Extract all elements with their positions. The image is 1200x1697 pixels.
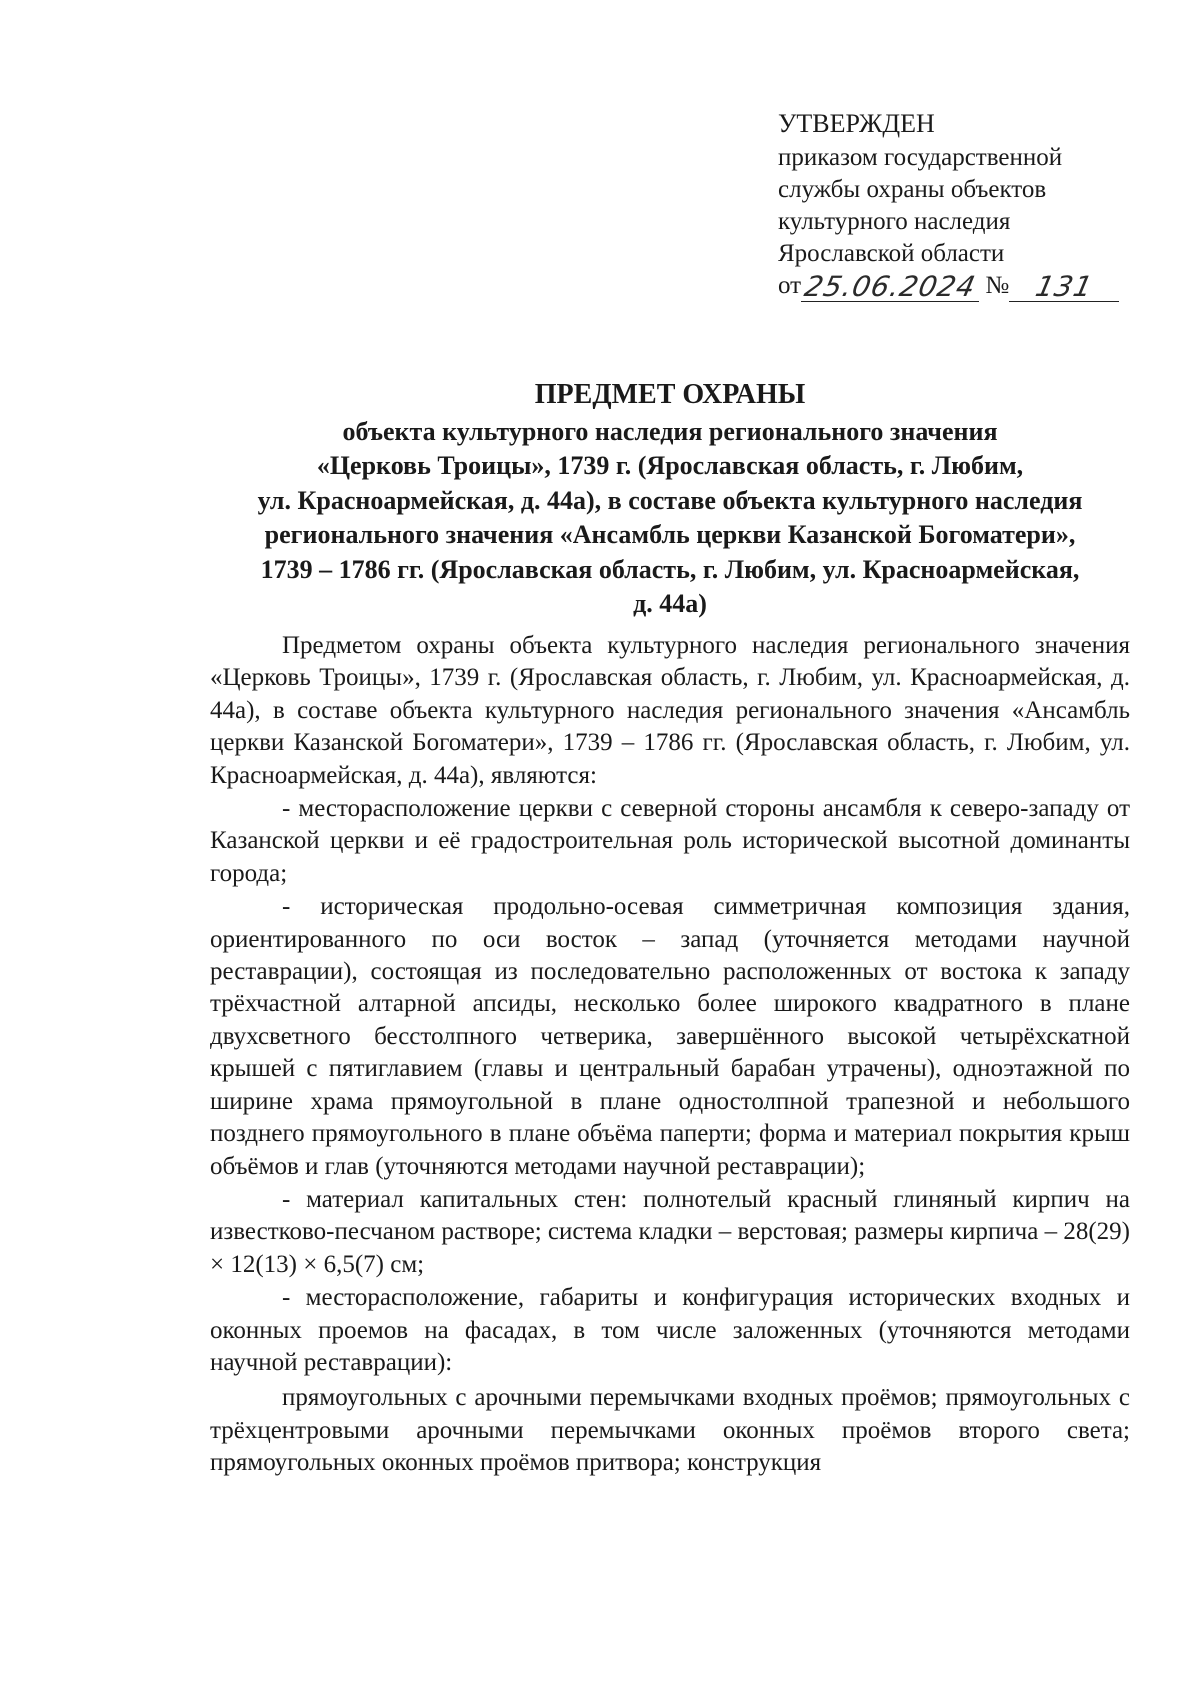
title-line: «Церковь Троицы», 1739 г. (Ярославская область, г. Любим, — [316, 451, 1024, 480]
title-line: регионального значения «Ансамбль церкви Казанской Богоматери», — [264, 520, 1076, 549]
approval-line: культурного наследия — [778, 208, 1011, 235]
document-body — [210, 630, 1130, 1480]
protection-item: - материал капитальных стен: полнотелый красный глиняный кирпич на известково-песчаном растворе; система кладки – верстовая; размеры кирпича – 28(29) × 12(13) × 6,5(7) см; — [210, 1185, 1130, 1278]
date-prefix: от — [778, 272, 802, 299]
approval-line: службы охраны объектов — [778, 176, 1047, 203]
date-field — [801, 271, 979, 302]
protection-item: - месторасположение церкви с северной стороны ансамбля к северо-западу от Казанской церкви и её градостроительная роль исторической высотной доминанты города; — [210, 795, 1130, 887]
title-line: д. 44а) — [633, 589, 707, 618]
title-line: 1739 – 1786 гг. (Ярославская область, г. Любим, ул. Красноармейская, — [260, 554, 1080, 584]
title-line: объекта культурного наследия регионального значения — [342, 416, 998, 446]
openings-paragraph: прямоугольных с арочными перемычками входных проёмов; прямоугольных с трёхцентровыми арочными перемычками оконных проёмов второго света; прямоугольных оконных проёмов притвора; конструкция — [210, 1384, 1130, 1477]
number-prefix: № — [985, 272, 1010, 299]
approval-heading: УТВЕРЖДЕН — [778, 109, 935, 138]
document-title — [210, 378, 1130, 622]
protection-item: - месторасположение, габариты и конфигурация исторических входных и оконных проемов на фасадах, в том числе заложенных (уточняются методами научной реставрации): — [210, 1284, 1130, 1376]
approval-date-row — [778, 270, 1158, 306]
handwritten-number: 131 — [1032, 270, 1097, 303]
number-field — [1009, 271, 1119, 302]
handwritten-date: 25.06.2024 — [801, 270, 979, 303]
title-line: ул. Красноармейская, д. 44а), в составе объекта культурного наследия — [257, 485, 1083, 515]
intro-paragraph: Предметом охраны объекта культурного наследия регионального значения «Церковь Троицы», 1739 г. (Ярославская область, г. Любим, ул. Красноармейская, д. 44а), в составе объекта культурного наследия регионального значения «Ансамбль церкви Казанской Богоматери», 1739 – 1786 гг. (Ярославская область, г. Любим, ул. Красноармейская, д. 44а), являются: — [210, 632, 1130, 789]
approval-line: Ярославской области — [778, 240, 1005, 267]
title-main: ПРЕДМЕТ ОХРАНЫ — [534, 379, 806, 410]
approval-line: приказом государственной — [778, 144, 1063, 171]
protection-item: - историческая продольно-осевая симметричная композиция здания, ориентированного по оси восток – запад (уточняется методами научной реставрации), состоящая из последовательно расположенных от востока к западу трёхчастной алтарной апсиды, несколько более широкого квадратного в плане двухсветного бесстолпного четверика, завершённого высокой четырёхскатной крышей с пятиглавием (главы и центральный барабан утрачены), одноэтажной по ширине храма прямоугольной в плане одностолпной трапезной и небольшого позднего прямоугольного в плане объёма паперти; форма и материал покрытия крыш объёмов и глав (уточняются методами научной реставрации); — [210, 893, 1130, 1180]
approval-stamp — [778, 108, 1158, 306]
